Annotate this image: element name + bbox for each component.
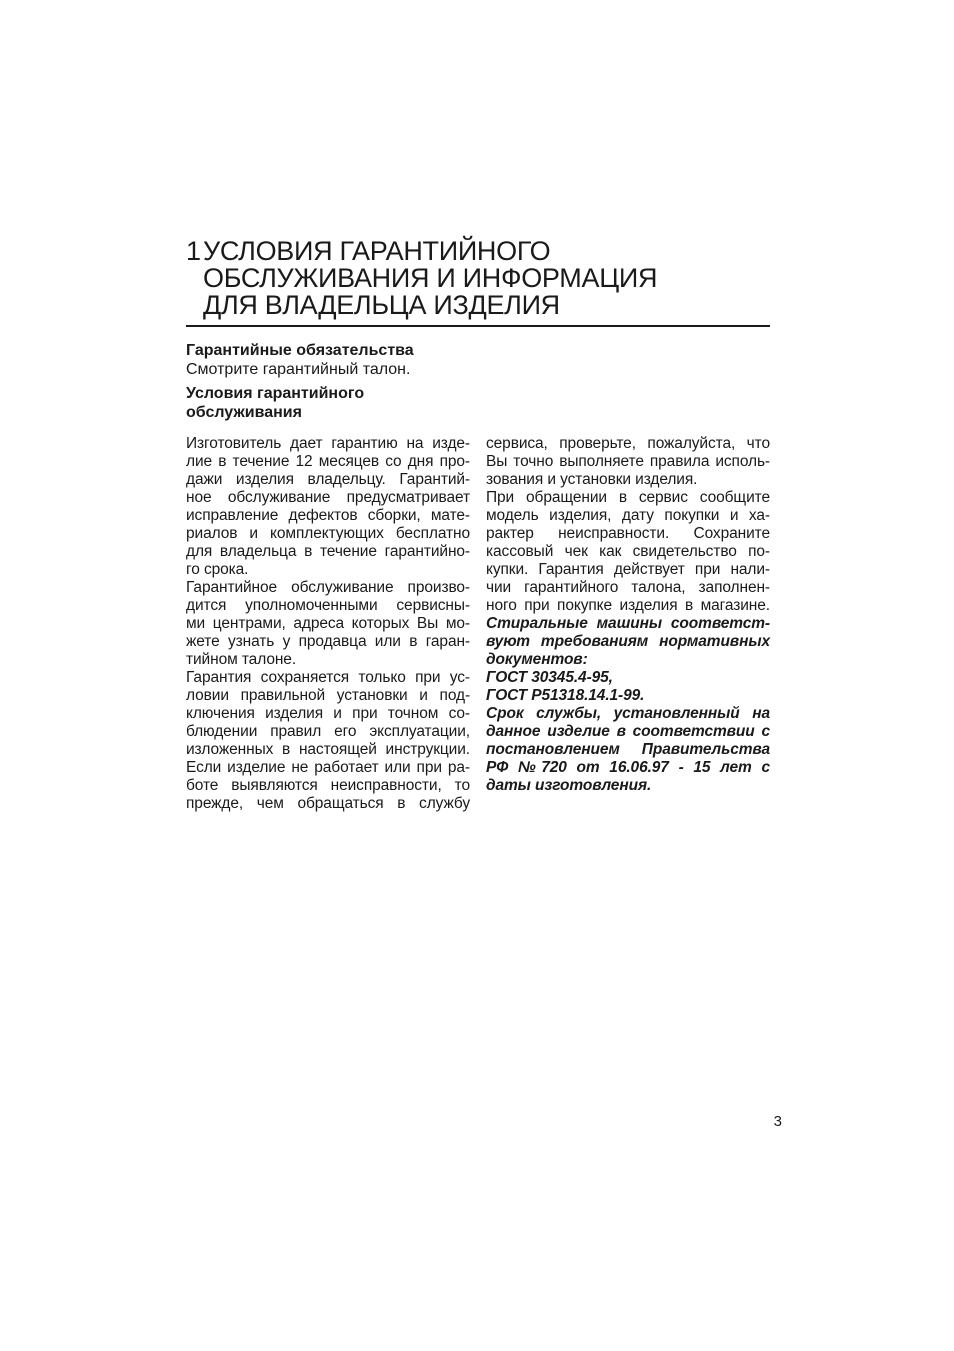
section-title <box>203 238 770 319</box>
text-line: УСЛОВИЯ ГАРАНТИЙНОГО <box>203 236 551 266</box>
text-line: лие в течение 12 месяцев со дня про- <box>186 453 470 470</box>
text-line: изложенных в настоящей инструкции. <box>186 741 470 758</box>
text-line: блюдении правил его эксплуатации, <box>186 723 470 740</box>
subheading-warranty-terms <box>186 384 770 422</box>
text-line: прежде, чем обращаться в службу <box>186 795 470 812</box>
paragraph <box>186 579 470 669</box>
text-line: ловии правильной установки и под- <box>186 687 470 704</box>
paragraph <box>486 615 770 669</box>
text-line: го срока. <box>186 561 249 578</box>
text-line: тийном талоне. <box>186 651 297 668</box>
heading-rule <box>186 325 770 327</box>
text-line: Гарантия сохраняется только при ус- <box>186 669 470 686</box>
text-line: кассовый чек как свидетельство по- <box>486 543 770 560</box>
warranty-obligations-text: Смотрите гарантийный талон. <box>186 361 411 378</box>
text-line: ГОСТ 30345.4-95, <box>486 669 613 686</box>
text-line: чии гарантийного талона, заполнен- <box>486 579 770 596</box>
text-line: Изготовитель дает гарантию на изде- <box>186 435 470 452</box>
paragraph <box>486 669 770 687</box>
page-content <box>186 238 770 813</box>
text-line: для владельца в течение гарантийно- <box>186 543 470 560</box>
text-line: жете узнать у продавца или в гаран- <box>186 633 470 650</box>
subheading-warranty-obligations: Гарантийные обязательства <box>186 342 414 359</box>
page-number: 3 <box>773 1113 782 1130</box>
section-heading <box>186 238 770 319</box>
text-line: сервиса, проверьте, пожалуйста, что <box>486 435 770 452</box>
text-line: дится уполномоченными сервисны- <box>186 597 470 614</box>
text-line: исправление дефектов сборки, мате- <box>186 507 470 524</box>
section-number: 1 <box>186 236 201 266</box>
text-line: дажи изделия владельцу. Гарантий- <box>186 471 470 488</box>
text-line: Если изделие не работает или при ра- <box>186 759 470 776</box>
text-line: боте выявляются неисправности, то <box>186 777 470 794</box>
text-line: документов: <box>486 651 588 668</box>
left-column <box>186 435 470 813</box>
text-line: риалов и комплектующих бесплатно <box>186 525 470 542</box>
text-line: даты изготовления. <box>486 777 652 794</box>
paragraph <box>186 669 470 813</box>
text-line: При обращении в сервис сообщите <box>486 489 770 506</box>
text-line: данное изделие в соответствии с <box>486 723 770 740</box>
text-line: Вы точно выполняете правила исполь- <box>486 453 770 470</box>
text-line: ключения изделия и при точном со- <box>186 705 470 722</box>
paragraph <box>486 489 770 615</box>
paragraph <box>486 705 770 795</box>
text-line: ми центрами, адреса которых Вы мо- <box>186 615 470 632</box>
text-line: ОБСЛУЖИВАНИЯ И ИНФОРМАЦИЯ <box>203 263 658 293</box>
text-line: ное обслуживание предусматривает <box>186 489 470 506</box>
text-line: купки. Гарантия действует при нали- <box>486 561 770 578</box>
text-line: Срок службы, установленный на <box>486 705 770 722</box>
text-line: вуют требованиям нормативных <box>486 633 770 650</box>
paragraph <box>486 687 770 705</box>
text-line: постановлением Правительства <box>486 741 770 758</box>
text-line: рактер неисправности. Сохраните <box>486 525 770 542</box>
text-line: ного при покупке изделия в магазине. <box>486 597 770 614</box>
text-line: Гарантийное обслуживание произво- <box>186 579 470 596</box>
text-line: обслуживания <box>186 404 302 421</box>
paragraph <box>186 435 470 579</box>
text-line: РФ №720 от 16.06.97 - 15 лет с <box>486 759 770 776</box>
body-columns <box>186 435 770 813</box>
text-line: Условия гарантийного <box>186 385 365 402</box>
text-line: Стиральные машины соответст- <box>486 615 770 632</box>
text-line: зования и установки изделия. <box>486 471 698 488</box>
right-column <box>486 435 770 813</box>
paragraph <box>486 435 770 489</box>
text-line: ДЛЯ ВЛАДЕЛЬЦА ИЗДЕЛИЯ <box>203 290 560 320</box>
text-line: модель изделия, дату покупки и ха- <box>486 507 770 524</box>
text-line: ГОСТ Р51318.14.1-99. <box>486 687 645 704</box>
